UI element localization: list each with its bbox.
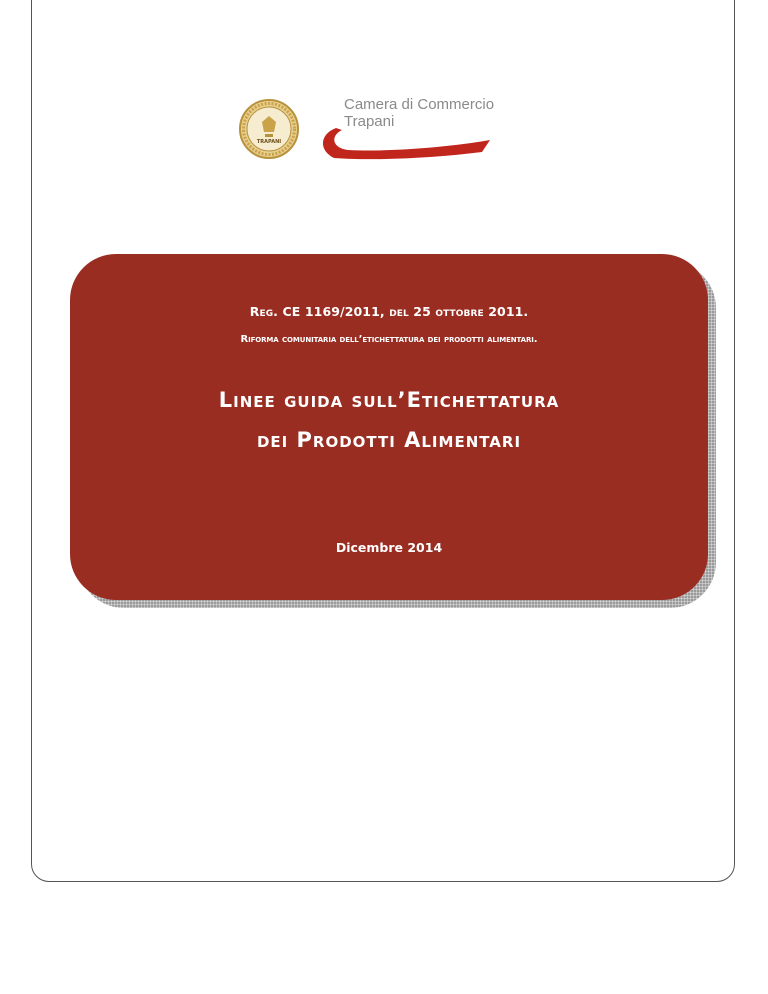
chamber-logo: [238, 92, 498, 162]
seal-label: TRAPANI: [256, 139, 282, 145]
document-title-line-2: dei Prodotti Alimentari: [256, 428, 522, 452]
reform-line: Riforma comunitaria dell’etichettatura dei prodotti alimentari.: [240, 334, 538, 345]
chamber-seal-icon: [238, 98, 300, 160]
chamber-swoosh-icon: [314, 114, 494, 164]
regulation-line: Reg. CE 1169/2011, del 25 ottobre 2011.: [249, 304, 529, 319]
document-title-line-1: Linee guida sull’Etichettatura: [218, 388, 560, 412]
chamber-name-line-2: Trapani: [344, 113, 395, 130]
title-banner: [70, 254, 708, 600]
document-date: Dicembre 2014: [335, 540, 443, 555]
chamber-name-line-1: Camera di Commercio: [344, 96, 495, 113]
